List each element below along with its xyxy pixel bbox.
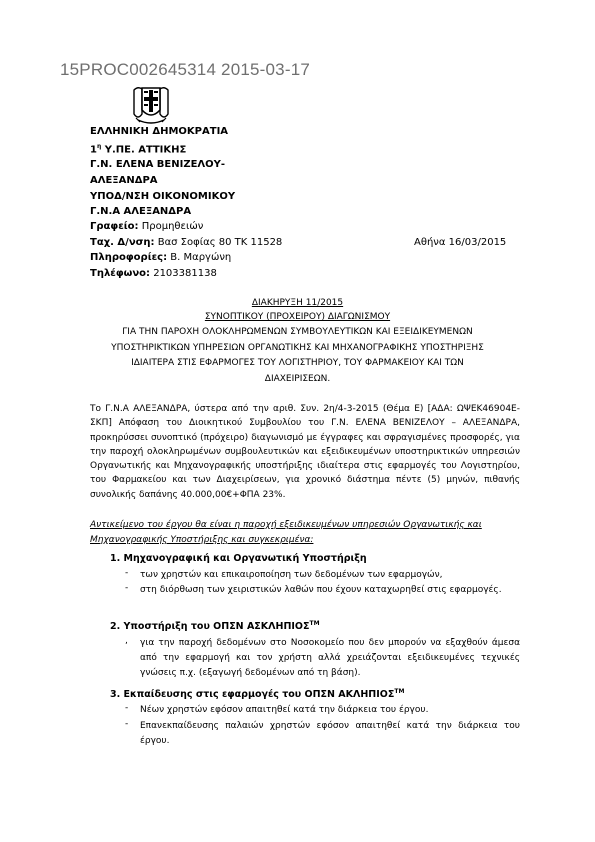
section-heading-1: 1. Μηχανογραφική και Οργανωτική Υποστήριξη (110, 553, 367, 564)
header-address: Ταχ. Δ/νση: Βασ Σοφίας 80 ΤΚ 11528 (90, 237, 283, 248)
section-3-bullet-1: Νέων χρηστών εφόσον απαιτηθεί κατά την διάρκεια του έργου. (140, 705, 429, 715)
title-declaration: ΔΙΑΚΗΡΥΞΗ 11/2015 (251, 298, 344, 308)
header-office: Γραφείο: Προμηθειών (90, 221, 204, 232)
section-1-bullet-1: των χρηστών και επικαιροποίηση των δεδομένων των εφαρμογών, (140, 570, 443, 580)
header-hospital-name: Γ.Ν. ΕΛΕΝΑ ΒΕΝΙΖΕΛΟΥ- (90, 159, 226, 170)
header-republic: ΕΛΛΗΝΙΚΗ ΔΗΜΟΚΡΑΤΙΑ (90, 126, 229, 137)
title-tender-type: ΣΥΝΟΠΤΙΚΟΥ (ΠΡΟΧΕΙΡΟΥ) ΔΙΑΓΩΝΙΣΜΟΥ (204, 312, 391, 322)
section-2-bullet-1: για την παροχή δεδομένων στο Νοσοκομείο που δεν μπορούν να εξαχθούν άμεσα από την εφαρμογή και τον χρήστη αλλά χρειάζονται εξειδικευμένες τεχνικές γνώσεις π.χ. (εξαγωγή δεδομένων από τη βάση). (140, 638, 520, 678)
greek-coat-of-arms-icon (130, 84, 172, 126)
section-heading-3: 3. Εκπαίδευσης στις εφαρμογές του ΟΠΣΝ ΑΚΛΗΠΙΟΣ™ (110, 688, 405, 701)
document-stamp: 15PROC002645314 2015-03-17 (60, 60, 310, 79)
subject-intro: Αντικείμενο του έργου θα είναι η παροχή εξειδικευμένων υπηρεσιών Οργανωτικής και Μηχανογραφικής Υποστήριξης και συγκεκριμένα: (90, 520, 482, 545)
bullet-marker: - (125, 568, 129, 578)
header-phone: Τηλέφωνο: 2103381138 (90, 268, 217, 279)
header-info: Πληροφορίες: Β. Μαργώνη (90, 252, 232, 263)
bullet-marker: - (125, 719, 129, 729)
title-subject-line-1: ΓΙΑ ΤΗΝ ΠΑΡΟΧΗ ΟΛΟΚΛΗΡΩΜΕΝΩΝ ΣΥΜΒΟΥΛΕΥΤΙΚΩΝ ΚΑΙ ΕΞΕΙΔΙΚΕΥΜΕΝΩΝ (122, 327, 473, 337)
bullet-marker: - (125, 703, 129, 713)
header-health-region: $1^\eta$ Υ.ΠΕ. ΑΤΤΙΚΗΣ (90, 143, 187, 156)
title-subject-line-4: ΔΙΑΧΕΙΡΙΣΕΩΝ. (264, 374, 331, 384)
title-subject-line-3: ΙΔΙΑΙΤΕΡΑ ΣΤΙΣ ΕΦΑΡΜΟΓΕΣ ΤΟΥ ΛΟΓΙΣΤΗΡΙΟΥ, ΤΟΥ ΦΑΡΜΑΚΕΙΟΥ ΚΑΙ ΤΩΝ (131, 358, 464, 368)
announcement-paragraph: Το Γ.Ν.Α ΑΛΕΞΑΝΔΡΑ, ύστερα από την αριθ. Συν. 2η/4-3-2015 (Θέμα Ε) [ΑΔΑ: ΩΨΕΚ46904Ε-ΣΚΠ] Απόφαση του Διοικητικού Συμβουλίου του Γ.Ν. ΕΛΕΝΑ ΒΕΝΙΖΕΛΟΥ – ΑΛΕΞΑΝΔΡΑ, προκηρύσσει συνοπτικό (πρόχειρο) διαγωνισμό με έγγραφες και σφραγισμένες προσφορές, για την παροχή ολοκληρωμένων συμβουλευτικών και εξειδικευμένων υποστηρικτικών υπηρεσιών Οργανωτικής και Μηχανογραφικής υποστήριξης ιδιαίτερα στις εφαρμογές του Λογιστηρίου, του Φαρμακείου και των Διαχειρίσεων, για χρονικό διάστημα πέντε (5) μηνών, πιθανής συνολικής δαπάνης 40.000,00€+ΦΠΑ 23%. (90, 404, 520, 500)
header-subdirectorate: ΥΠΟΔ/ΝΣΗ ΟΙΚΟΝΟΜΙΚΟΥ (90, 191, 236, 202)
section-heading-2: 2. Υποστήριξη του ΟΠΣΝ ΑΣΚΛΗΠΙΟΣ™ (110, 620, 320, 633)
section-1-bullet-2: στη διόρθωση των χειριστικών λαθών που έχουν καταχωρηθεί στις εφαρμογές. (140, 585, 502, 595)
section-3-bullet-2: Επανεκπαίδευσης παλαιών χρηστών εφόσον απαιτηθεί κατά την διάρκεια του έργου. (140, 721, 520, 746)
header-hospital-name-cont: ΑΛΕΞΑΝΔΡΑ (90, 175, 158, 186)
header-hospital-short: Γ.Ν.Α ΑΛΕΞΑΝΔΡΑ (90, 206, 192, 217)
bullet-marker: , (125, 636, 128, 646)
title-subject-line-2: ΥΠΟΣΤΗΡΙΚΤΙΚΩΝ ΥΠΗΡΕΣΙΩΝ ΟΡΓΑΝΩΤΙΚΗΣ ΚΑΙ ΜΗΧΑΝΟΓΡΑΦΙΚΗΣ ΥΠΟΣΤΗΡΙΞΗΣ (111, 343, 484, 353)
document-date: Αθήνα 16/03/2015 (414, 237, 507, 248)
bullet-marker: - (125, 583, 129, 593)
